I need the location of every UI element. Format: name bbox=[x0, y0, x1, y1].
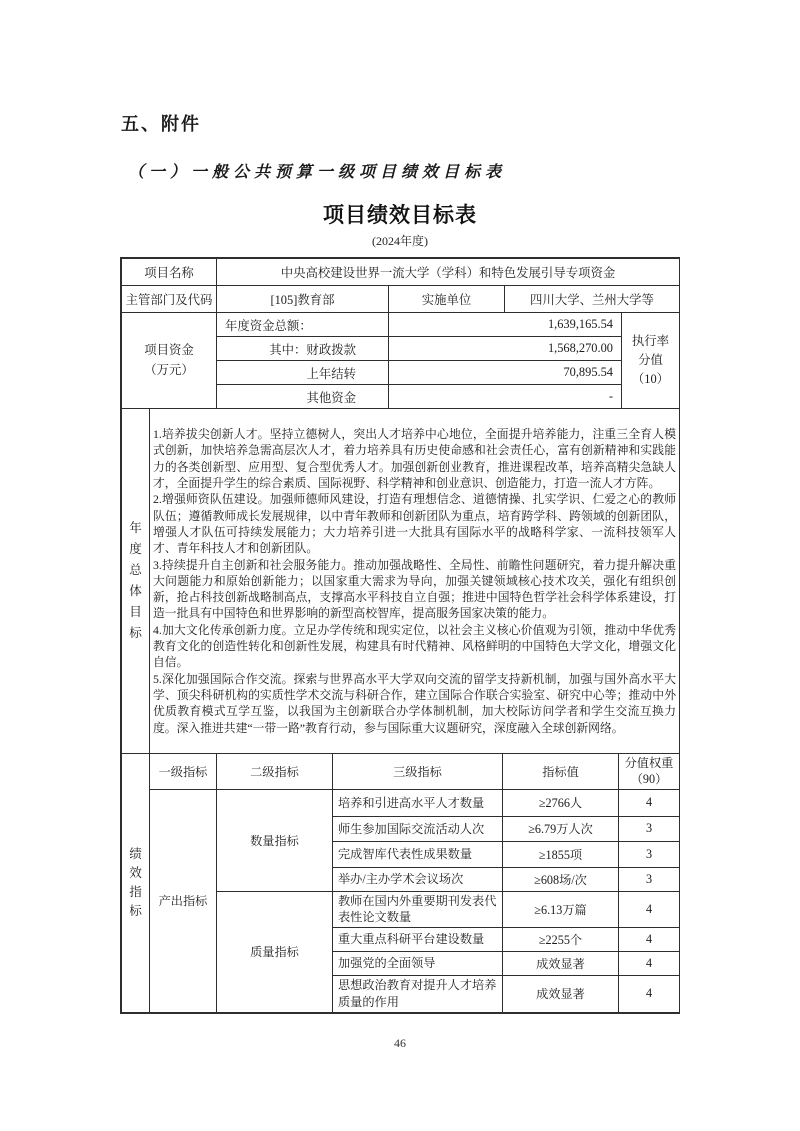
project-info-section bbox=[121, 258, 680, 313]
indicator-name: 培养和引进高水平人才数量 bbox=[333, 789, 503, 816]
indicator-name: 完成智库代表性成果数量 bbox=[333, 841, 503, 867]
project-funds-section bbox=[121, 312, 680, 409]
indicator-weight: 3 bbox=[619, 841, 680, 867]
annual-goal-text bbox=[150, 409, 680, 754]
indicator-weight: 3 bbox=[619, 867, 680, 891]
project-name-value: 中央高校建设世界一流大学（学科）和特色发展引导专项资金 bbox=[217, 259, 680, 286]
level2-indicator-quantity: 数量指标 bbox=[217, 789, 333, 891]
fund-row-value: - bbox=[389, 385, 622, 409]
header-weight-line2: （90） bbox=[630, 772, 668, 787]
indicator-name: 师生参加国际交流活动人次 bbox=[333, 816, 503, 841]
header-weight-line1: 分值权重 bbox=[624, 756, 674, 770]
fund-row-value: 1,639,165.54 bbox=[389, 313, 622, 337]
execution-rate-label bbox=[622, 313, 680, 409]
indicator-name: 重大重点科研平台建设数量 bbox=[333, 927, 503, 951]
page-number: 46 bbox=[394, 1036, 406, 1050]
header-level1: 一级指标 bbox=[150, 754, 217, 790]
fund-row-label: 上年结转 bbox=[217, 361, 389, 385]
dept-code-label: 主管部门及代码 bbox=[122, 286, 217, 313]
fund-section-label-line2: （万元） bbox=[144, 362, 194, 377]
indicator-name: 思想政治教育对提升人才培养质量的作用 bbox=[333, 975, 503, 1012]
indicator-weight: 4 bbox=[619, 927, 680, 951]
goal-paragraph: 3.持续提升自主创新和社会服务能力。推动加强战略性、全局性、前瞻性问题研究，着力提升解决重大问题能力和原始创新能力；以国家重大需求为导向，加强关键领域核心技术攻关，强化有组织创新，抢占科技创新战略制高点，支撑高水平科技自立自强；推进中国特色哲学社会科学体系建设，打造一批具有中国特色和世界影响的新型高校智库，提高服务国家决策的能力。 bbox=[153, 557, 676, 621]
dept-code-value: [105]教育部 bbox=[217, 286, 389, 313]
annual-goal-label-cell bbox=[122, 409, 150, 754]
goal-paragraph: 5.深化加强国际合作交流。探索与世界高水平大学双向交流的留学支持新机制，加强与国外高水平大学、顶尖科研机构的实质性学术交流与科研合作，建立国际合作联合实验室、研究中心等；推动中外优质教育模式互学互鉴，以我国为主创新联合办学体制机制，加大校际访问学者和学生交流互换力度。深入推进共建“一带一路”教育行动，参与国际重大议题研究，深度融入全球创新网络。 bbox=[153, 671, 676, 735]
header-level2: 二级指标 bbox=[217, 754, 333, 790]
indicator-name: 举办/主办学术会议场次 bbox=[333, 867, 503, 891]
execution-rate-line1: 执行率 bbox=[631, 333, 670, 348]
impl-unit-label: 实施单位 bbox=[389, 286, 505, 313]
indicator-weight: 3 bbox=[619, 816, 680, 841]
header-weight bbox=[619, 754, 680, 790]
header-value: 指标值 bbox=[503, 754, 619, 790]
project-name-label: 项目名称 bbox=[122, 259, 217, 286]
goal-paragraph: 2.增强师资队伍建设。加强师德师风建设，打造有理想信念、道德情操、扎实学识、仁爱之心的教师队伍；遵循教师成长发展规律，以中青年教师和创新团队为重点，培育跨学科、跨领域的创新团队，增强人才队伍可持续发展能力；大力培养引进一大批具有国际水平的战略科学家、一流科技领军人才、青年科技人才和创新团队。 bbox=[153, 492, 676, 556]
fund-row-value: 70,895.54 bbox=[389, 361, 622, 385]
header-level3: 三级指标 bbox=[333, 754, 503, 790]
annual-goal-section bbox=[121, 408, 680, 754]
execution-rate-line2: 分值（10） bbox=[631, 352, 670, 387]
level1-indicator: 产出指标 bbox=[150, 789, 217, 1012]
indicator-value: ≥6.13万篇 bbox=[503, 891, 619, 927]
table-subtitle: (2024年度) bbox=[372, 234, 428, 248]
indicator-value: ≥608场/次 bbox=[503, 867, 619, 891]
indicator-weight: 4 bbox=[619, 789, 680, 816]
indicator-value: 成效显著 bbox=[503, 951, 619, 975]
indicator-value: 成效显著 bbox=[503, 975, 619, 1012]
subsection-heading: （一）一般公共预算一级项目绩效目标表 bbox=[128, 164, 507, 181]
fund-section-label-line1: 项目资金 bbox=[144, 342, 194, 357]
indicators-label-cell bbox=[122, 754, 150, 1013]
goal-paragraph: 4.加大文化传承创新力度。立足办学传统和现实定位，以社会主义核心价值观为引领，推动中华优秀教育文化的创造性转化和创新性发展，构建具有时代精神、风格鲜明的中国特色大学文化，增强文化自信。 bbox=[153, 622, 676, 670]
indicator-value: ≥6.79万人次 bbox=[503, 816, 619, 841]
fund-row-label: 年度资金总额： bbox=[217, 313, 389, 337]
annual-goal-label: 年度总体目标 bbox=[129, 521, 142, 640]
fund-row-value: 1,568,270.00 bbox=[389, 337, 622, 361]
indicator-weight: 4 bbox=[619, 891, 680, 927]
indicator-value: ≥1855项 bbox=[503, 841, 619, 867]
fund-section-label bbox=[122, 313, 217, 409]
indicator-name: 加强党的全面领导 bbox=[333, 951, 503, 975]
indicator-weight: 4 bbox=[619, 951, 680, 975]
table-title: 项目绩效目标表 bbox=[323, 204, 477, 227]
indicator-value: ≥2255个 bbox=[503, 927, 619, 951]
indicator-value: ≥2766人 bbox=[503, 789, 619, 816]
indicators-section bbox=[121, 753, 680, 1013]
goal-paragraph: 1.培养拔尖创新人才。坚持立德树人，突出人才培养中心地位，全面提升培养能力，注重三全育人模式创新，加快培养急需高层次人才，着力培养具有历史使命感和社会责任心，富有创新精神和实践能力的各类创新型、应用型、复合型优秀人才。加强创新创业教育，推进课程改革，培养高精尖急缺人才，全面提升学生的综合素质、国际视野、科学精神和创业意识、创造能力，打造一流人才方阵。 bbox=[153, 427, 676, 491]
indicator-name: 教师在国内外重要期刊发表代表性论文数量 bbox=[333, 891, 503, 927]
level2-indicator-quality: 质量指标 bbox=[217, 891, 333, 1012]
indicators-label: 绩效指标 bbox=[129, 846, 142, 918]
impl-unit-value: 四川大学、兰州大学等 bbox=[505, 286, 680, 313]
section-heading: 五、附件 bbox=[121, 114, 201, 134]
performance-target-table bbox=[120, 257, 680, 1014]
fund-row-label: 其他资金 bbox=[217, 385, 389, 409]
fund-row-label: 其中：财政拨款 bbox=[217, 337, 389, 361]
indicator-weight: 4 bbox=[619, 975, 680, 1012]
